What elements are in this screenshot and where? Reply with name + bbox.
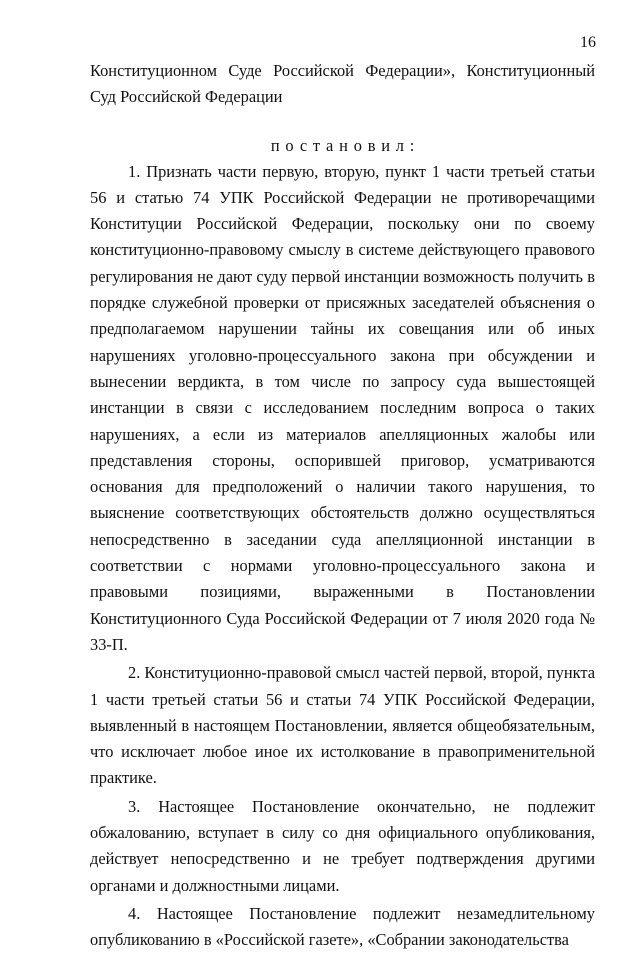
resolution-item-1: 1. Признать части первую, вторую, пункт 1 части третьей статьи 56 и статью 74 УПК Российской Федерации не противоречащими Конституции Российской Федерации, поскольку они по своему конституционно-правовому смыслу в системе действующего правового регулирования не дают суду первой инстанции возможность получить в порядке служебной проверки от присяжных заседателей объяснения о предполагаемом нарушении тайны их совещания или об иных нарушениях уголовно-процессуального закона при обсуждении и вынесении вердикта, в том числе по запросу суда вышестоящей инстанции в связи с исследованием последним вопроса о таких нарушениях, а если из материалов апелляционных жалобы или представления стороны, оспорившей приговор, усматриваются основания для предположений о наличии такого нарушения, то выяснение соответствующих обстоятельств должно осуществляться непосредственно в заседании суда апелляционной инстанции в соответствии с нормами уголовно-процессуального закона и правовыми позициями, выраженными в Постановлении Конституционного Суда Российской Федерации от 7 июля 2020 года № 33-П. [90, 161, 595, 654]
intro-paragraph: Конституционном Суде Российской Федерации», Конституционный Суд Российской Федерации [90, 61, 595, 107]
resolution-item-2: 2. Конституционно-правовой смысл частей первой, второй, пункта 1 части третьей статьи 56 и статьи 74 УПК Российской Федерации, выявленный в настоящем Постановлении, является общеобязательным, что исключает любое иное их истолкование в правоприменительной практике. [90, 663, 595, 788]
resolution-heading: постановил: [270, 135, 421, 155]
document-body [90, 58, 595, 954]
resolution-item-4: 4. Настоящее Постановление подлежит незамедлительному опубликованию в «Российской газете», «Собрании законодательства [90, 903, 595, 950]
resolution-item-3: 3. Настоящее Постановление окончательно, не подлежит обжалованию, вступает в силу со дня официального опубликования, действует непосредственно и не требует подтверждения другими органами и должностными лицами. [90, 796, 595, 895]
page-number: 16 [580, 34, 596, 51]
